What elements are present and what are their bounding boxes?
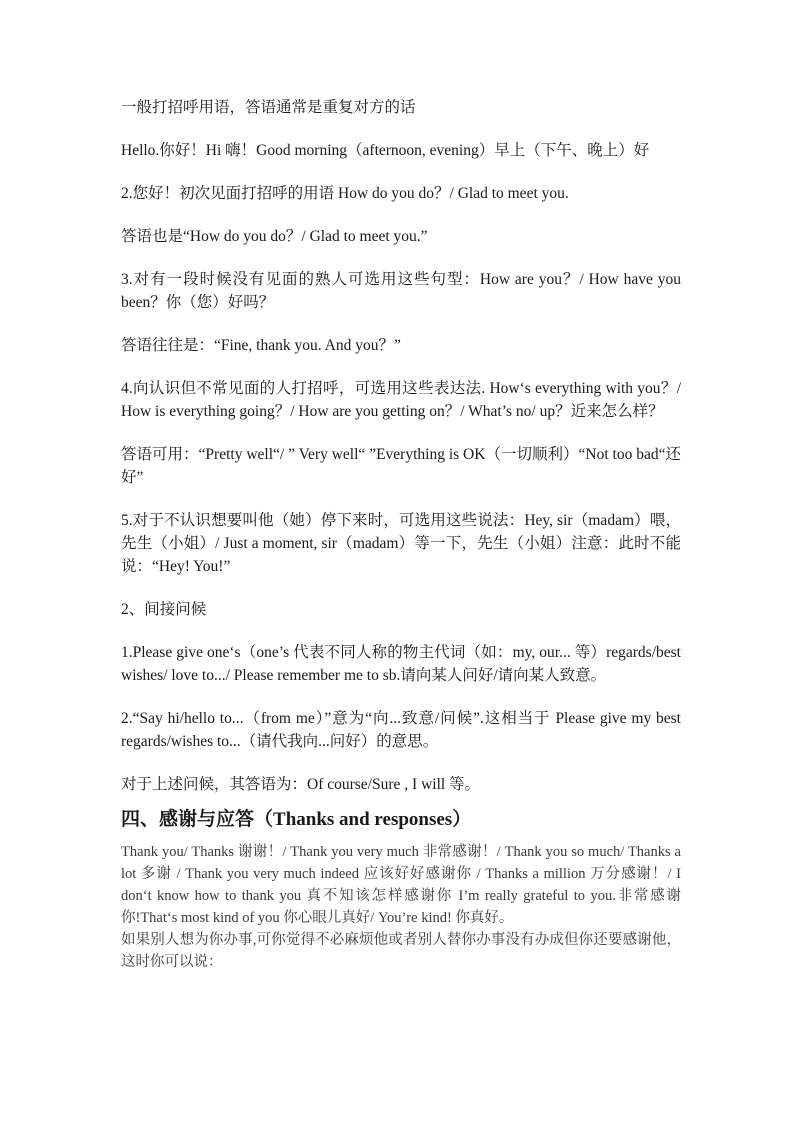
paragraph-answer-4: 答语可用：“Pretty well“/ ” Very well“ ”Everything is OK（一切顺利）“Not too bad“还好”: [121, 446, 681, 486]
paragraph-item-2: 2.您好！初次见面打招呼的用语 How do you do？/ Glad to meet you.: [121, 185, 569, 202]
paragraph-intro: 一般打招呼用语，答语通常是重复对方的话: [121, 99, 416, 116]
paragraph-answer-3: 答语往往是：“Fine, thank you. And you？”: [121, 337, 401, 354]
thanks-expressions: Thank you/ Thanks 谢谢！/ Thank you very much 非常感谢！/ Thank you so much/ Thanks a lot 多谢 / Thank you very much indeed 应该好好感谢你 / Thanks a million 万分感谢！/ I don‘t know how to thank you 真不知该怎样感谢你 I’m really grateful to you.非常感谢你!That‘s most kind of you 你心眼儿真好/ You’re kind! 你真好。: [121, 844, 681, 926]
section-heading-thanks: [121, 806, 681, 833]
thanks-context: 如果别人想为你办事,可你觉得不必麻烦他或者别人替你办事没有办成但你还要感谢他，这时你可以说：: [121, 932, 681, 970]
document-page: [121, 96, 681, 973]
paragraph-indirect-greeting: 2、间接问候: [121, 601, 207, 618]
paragraph-indirect-answer: 对于上述问候，其答语为：Of course/Sure , I will 等。: [121, 776, 481, 793]
paragraph-indirect-1: 1.Please give one‘s（one’s 代表不同人称的物主代词（如：my, our... 等）regards/best wishes/ love to.../ Please remember me to sb.请向某人问好/请向某人致意。: [121, 644, 681, 684]
section-heading-cn: 四、感谢与应答（: [121, 808, 274, 830]
section-heading-en: Thanks and responses: [273, 809, 453, 830]
paragraph-item-5: 5.对于不认识想要叫他（她）停下来时，可选用这些说法：Hey, sir（madam）喂，先生（小姐）/ Just a moment, sir（madam）等一下，先生（小姐）注意：此时不能说：“Hey! You!”: [121, 512, 681, 575]
paragraph-item-4: 4.向认识但不常见面的人打招呼，可选用这些表达法. How‘s everything with you？/ How is everything going？/ How are you getting on？/ What’s no/ up？近来怎么样？: [121, 380, 681, 420]
section-heading-close: ）: [452, 808, 472, 830]
paragraph-answer-2: 答语也是“How do you do？/ Glad to meet you.”: [121, 228, 428, 245]
paragraph-hello: Hello.你好！Hi 嗨！Good morning（afternoon, evening）早上（下午、晚上）好: [121, 142, 650, 159]
paragraph-item-3: 3.对有一段时候没有见面的熟人可选用这些句型：How are you？/ How have you been？你（您）好吗？: [121, 271, 681, 311]
paragraph-indirect-2: 2.“Say hi/hello to...（from me）”意为“向...致意/问候”.这相当于 Please give my best regards/wishes to...（请代我向...问好）的意思。: [121, 710, 681, 750]
